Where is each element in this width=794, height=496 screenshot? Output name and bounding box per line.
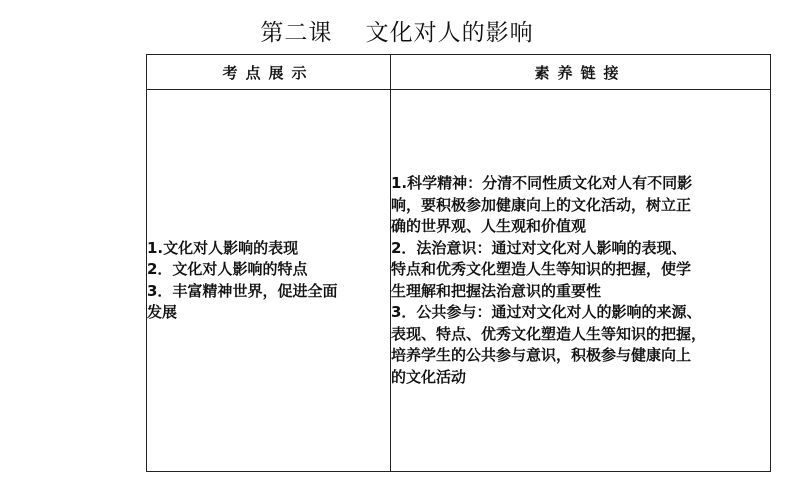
literacy-line: 3．公共参与：通过对文化对人的影响的来源、 [391, 303, 702, 321]
literacy-line: 响，要积极参加健康向上的文化活动，树立正 [391, 195, 692, 214]
literacy-line: 特点和优秀文化塑造人生等知识的把握，使学 [391, 260, 692, 278]
exam-point-line: 1.文化对人影响的表现 [147, 238, 299, 257]
header-literacy-links: 素养链接 [391, 55, 771, 90]
literacy-links-cell [391, 90, 771, 472]
literacy-line: 2．法治意识：通过对文化对人影响的表现、 [391, 238, 687, 257]
literacy-line: 1.科学精神：分清不同性质文化对人有不同影 [391, 174, 693, 192]
exam-point-line: 2．文化对人影响的特点 [147, 260, 308, 278]
page-title: 第二课 文化对人的影响 [260, 20, 534, 46]
content-table [146, 54, 771, 472]
literacy-line: 确的世界观、人生观和价值观 [391, 217, 587, 235]
table-header-row [147, 55, 771, 90]
literacy-line: 生理解和把握法治意识的重要性 [391, 281, 602, 300]
literacy-line: 的文化活动 [391, 367, 467, 386]
header-exam-points: 考点展示 [147, 55, 391, 90]
exam-point-line: 3．丰富精神世界，促进全面 [147, 281, 338, 300]
exam-point-line: 发展 [147, 303, 178, 321]
exam-points-cell [147, 90, 391, 472]
table-body-row [147, 90, 771, 472]
literacy-line: 表现、特点、优秀文化塑造人生等知识的把握， [391, 324, 707, 343]
literacy-line: 培养学生的公共参与意识，积极参与健康向上 [391, 346, 692, 364]
